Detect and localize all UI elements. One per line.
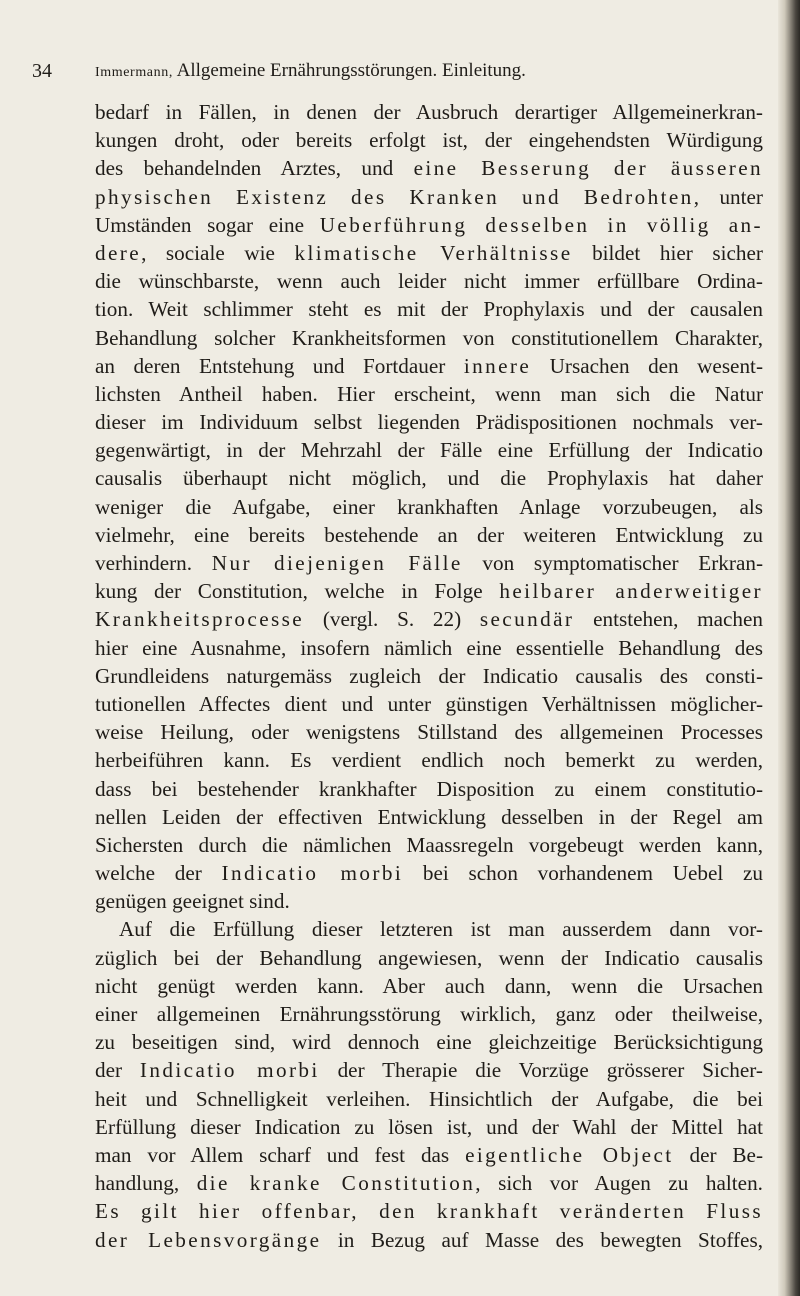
text-line <box>95 521 763 549</box>
text-segment: (vergl. S. 22) <box>304 607 480 632</box>
text-line <box>95 1113 763 1141</box>
text-line <box>95 549 763 577</box>
text-line <box>95 1141 763 1169</box>
emphasized-text: secundär <box>479 607 575 632</box>
text-segment: bedarf in Fällen, in denen der Ausbruch derartiger Allgemeinerkran- <box>95 100 763 124</box>
text-segment: lichsten Antheil haben. Hier erscheint, wenn man sich die Natur <box>95 381 763 406</box>
text-line <box>95 1056 763 1084</box>
text-segment: der Therapie die Vorzüge grösserer Sicher- <box>319 1058 763 1083</box>
body-text <box>95 98 763 1254</box>
text-segment: Behandlung solcher Krankheitsformen von constitutionellem Charakter, <box>95 325 763 350</box>
author-name: Immermann, <box>95 65 173 80</box>
emphasized-text: Ueberführung desselben in völlig an- <box>319 212 763 237</box>
text-line <box>95 775 763 803</box>
text-segment: züglich bei der Behandlung angewiesen, wenn der Indicatio causalis <box>95 945 763 970</box>
text-segment: weniger die Aufgabe, einer krankhaften Anlage vorzubeugen, als <box>95 494 763 519</box>
text-line <box>95 464 763 492</box>
text-line <box>95 408 763 436</box>
text-segment: tutionellen Affectes dient und unter günstigen Verhältnissen möglicher- <box>95 691 763 716</box>
text-line <box>95 915 763 943</box>
emphasized-text: physischen Existenz des Kranken und Bedrohten <box>95 184 694 209</box>
text-segment: tion. Weit schlimmer steht es mit der Prophylaxis und der causalen <box>95 297 763 322</box>
text-segment: welche der <box>95 861 222 886</box>
text-segment: entstehen, machen <box>574 607 763 632</box>
book-spine-shadow <box>778 0 800 1296</box>
text-segment: heit und Schnelligkeit verleihen. Hinsichtlich der Aufgabe, die bei <box>95 1086 763 1111</box>
text-line <box>95 239 763 267</box>
text-line <box>95 803 763 831</box>
running-title <box>95 58 526 86</box>
emphasized-text: Krankheitsprocesse <box>95 607 305 632</box>
text-line <box>95 211 763 239</box>
text-line <box>95 1226 763 1254</box>
text-line <box>95 324 763 352</box>
emphasized-text: Nur diejenigen Fälle <box>211 551 463 575</box>
text-line <box>95 605 763 633</box>
text-line <box>95 1028 763 1056</box>
text-segment: in Bezug auf Masse des bewegten Stoffes, <box>321 1227 763 1252</box>
text-line <box>95 746 763 774</box>
emphasized-text: die kranke Constitution <box>196 1171 476 1196</box>
text-line <box>95 634 763 662</box>
text-line <box>95 1169 763 1197</box>
text-segment: hier eine Ausnahme, insofern nämlich eine essentielle Behandlung des <box>95 635 763 660</box>
text-line <box>95 183 763 211</box>
emphasized-text: Es gilt hier offenbar, den krankhaft veränderten Fluss <box>95 1199 763 1224</box>
text-segment: causalis überhaupt nicht möglich, und die Prophylaxis hat daher <box>95 466 763 491</box>
text-line <box>95 718 763 746</box>
text-segment: zu beseitigen sind, wird dennoch eine gleichzeitige Berücksichtigung <box>95 1030 763 1055</box>
text-segment: des behandelnden Arztes, und <box>95 156 414 181</box>
text-segment: , sich vor Augen zu halten. <box>475 1171 763 1196</box>
text-line <box>95 1000 763 1028</box>
text-line <box>95 295 763 323</box>
emphasized-text: der Lebensvorgänge <box>95 1227 322 1252</box>
emphasized-text: eigentliche Object <box>465 1142 674 1167</box>
text-line <box>95 690 763 718</box>
text-segment: dieser im Individuum selbst liegenden Prädispositionen nochmals ver- <box>95 410 763 435</box>
text-segment: kung der Constitution, welche in Folge <box>95 579 500 604</box>
text-segment: weise Heilung, oder wenigstens Stillstand des allgemeinen Processes <box>95 720 763 745</box>
text-line <box>95 859 763 887</box>
emphasized-text: dere <box>95 240 142 265</box>
text-segment: einer allgemeinen Ernährungsstörung wirklich, ganz oder theilweise, <box>95 1002 763 1026</box>
text-segment: , unter <box>693 184 763 209</box>
text-line <box>95 267 763 295</box>
text-line <box>95 972 763 1000</box>
text-line <box>95 352 763 380</box>
text-segment: nicht genügt werden kann. Aber auch dann, wenn die Ursachen <box>95 973 763 998</box>
text-line <box>95 944 763 972</box>
text-segment: genügen geeignet sind. <box>95 889 290 914</box>
text-segment: der Be- <box>673 1142 764 1167</box>
text-segment: Sichersten durch die nämlichen Maassregeln vorgebeugt werden kann, <box>95 832 763 857</box>
text-line <box>95 1085 763 1113</box>
text-line <box>95 436 763 464</box>
text-segment: herbeiführen kann. Es verdient endlich noch bemerkt zu werden, <box>95 748 763 773</box>
text-segment: Erfüllung dieser Indication zu lösen ist, und der Wahl der Mittel hat <box>95 1114 763 1139</box>
text-segment: kungen droht, oder bereits erfolgt ist, der eingehendsten Würdigung <box>95 128 763 153</box>
text-line <box>95 380 763 408</box>
text-segment: , sociale wie <box>141 240 295 265</box>
emphasized-text: eine Besserung der äusseren <box>413 156 764 181</box>
text-line <box>95 126 763 154</box>
text-line <box>95 1197 763 1225</box>
text-line <box>95 493 763 521</box>
text-line <box>95 577 763 605</box>
text-line <box>95 98 763 126</box>
text-segment: vielmehr, eine bereits bestehende an der weiteren Entwicklung zu <box>95 522 763 547</box>
text-segment: gegenwärtigt, in der Mehrzahl der Fälle eine Erfüllung der Indicatio <box>95 438 763 463</box>
text-segment: Auf die Erfüllung dieser letzteren ist man ausserdem dann vor- <box>119 917 763 942</box>
chapter-title: Allgemeine Ernährungsstörungen. Einleitung. <box>176 60 526 81</box>
emphasized-text: Indicatio morbi <box>139 1058 320 1083</box>
emphasized-text: Indicatio morbi <box>221 861 404 886</box>
page-number: 34 <box>32 60 52 82</box>
text-line <box>95 154 763 182</box>
text-line <box>95 831 763 859</box>
text-segment: bei schon vorhandenem Uebel zu <box>403 861 764 886</box>
text-segment: Ursachen den wesent- <box>531 353 763 378</box>
text-segment: verhindern. <box>95 551 212 575</box>
emphasized-text: klimatische Verhältnisse <box>294 240 573 265</box>
emphasized-text: innere <box>463 353 532 378</box>
text-segment: Grundleidens naturgemäss zugleich der Indicatio causalis des consti- <box>95 663 763 688</box>
book-page <box>32 58 764 1254</box>
text-segment: man vor Allem scharf und fest das <box>95 1142 466 1167</box>
text-segment: an deren Entstehung und Fortdauer <box>95 353 464 378</box>
text-segment: dass bei bestehender krankhafter Disposition zu einem constitutio- <box>95 776 763 801</box>
text-segment: von symptomatischer Erkran- <box>462 551 763 575</box>
text-segment: der <box>95 1058 140 1083</box>
running-header <box>32 58 763 84</box>
emphasized-text: heilbarer anderweitiger <box>499 579 763 604</box>
text-segment: die wünschbarste, wenn auch leider nicht immer erfüllbare Ordina- <box>95 269 763 294</box>
text-line <box>95 662 763 690</box>
text-segment: bildet hier sicher <box>572 240 763 265</box>
text-segment: Umständen sogar eine <box>95 212 320 237</box>
text-segment: nellen Leiden der effectiven Entwicklung desselben in der Regel am <box>95 804 763 829</box>
text-line <box>95 887 763 915</box>
text-segment: handlung, <box>95 1171 197 1196</box>
